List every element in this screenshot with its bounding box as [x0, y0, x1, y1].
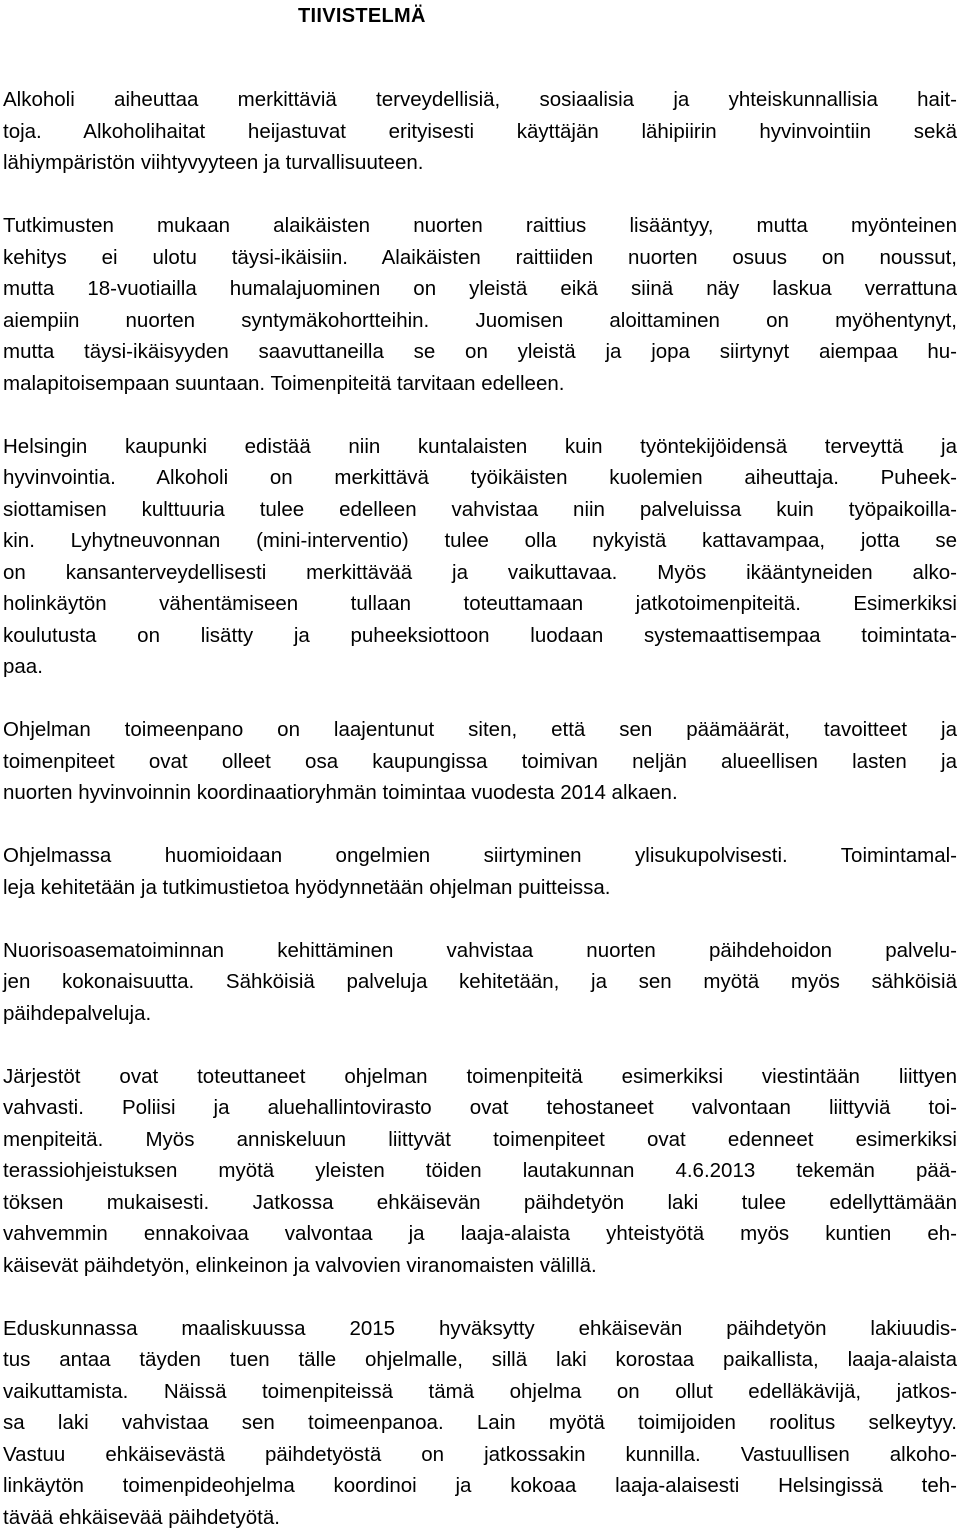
text-line: linkäytön toimenpideohjelma koordinoi ja kokoaa laaja-alaisesti Helsingissä teh- [3, 1470, 957, 1502]
paragraph-7 [3, 1061, 957, 1282]
text-line: vaikuttamista. Näissä toimenpiteissä tämä ohjelma on ollut edelläkävijä, jatkos- [3, 1376, 957, 1408]
paragraph-3 [3, 431, 957, 683]
text-line: Ohjelman toimeenpano on laajentunut siten, että sen päämäärät, tavoitteet ja [3, 714, 957, 746]
text-line: hyvinvointia. Alkoholi on merkittävä työikäisten kuolemien aiheuttaja. Puheek- [3, 462, 957, 494]
text-line: päihdepalveluja. [3, 998, 957, 1030]
text-line: terassiohjeistuksen myötä yleisten töiden lautakunnan 4.6.2013 tekemän pää- [3, 1155, 957, 1187]
text-line: aiempiin nuorten syntymäkohortteihin. Juomisen aloittaminen on myöhentynyt, [3, 305, 957, 337]
text-line: mutta täysi-ikäisyyden saavuttaneilla se on yleistä ja jopa siirtynyt aiempaa hu- [3, 336, 957, 368]
paragraph-6 [3, 935, 957, 1030]
text-line: Eduskunnassa maaliskuussa 2015 hyväksytty ehkäisevän päihdetyön lakiuudis- [3, 1313, 957, 1345]
text-line: Nuorisoasematoiminnan kehittäminen vahvistaa nuorten päihdehoidon palvelu- [3, 935, 957, 967]
text-line: malapitoisempaan suuntaan. Toimenpiteitä tarvitaan edelleen. [3, 368, 957, 400]
text-line: toimenpiteet ovat olleet osa kaupungissa toimivan neljän alueellisen lasten ja [3, 746, 957, 778]
paragraph-8 [3, 1313, 957, 1533]
text-line: käisevät päihdetyön, elinkeinon ja valvovien viranomaisten välillä. [3, 1250, 957, 1282]
paragraph-1 [3, 84, 957, 179]
text-line: siottamisen kulttuuria tulee edelleen vahvistaa niin palveluissa kuin työpaikoilla- [3, 494, 957, 526]
text-line: sa laki vahvistaa sen toimeenpanoa. Lain myötä toimijoiden roolitus selkeytyy. [3, 1407, 957, 1439]
page-title: TIIVISTELMÄ [298, 4, 426, 28]
paragraph-2 [3, 210, 957, 399]
text-line: Helsingin kaupunki edistää niin kuntalaisten kuin työntekijöidensä terveyttä ja [3, 431, 957, 463]
text-line: jen kokonaisuutta. Sähköisiä palveluja kehitetään, ja sen myötä myös sähköisiä [3, 966, 957, 998]
text-line: tävää ehkäisevää päihdetyötä. [3, 1502, 957, 1533]
text-line: tus antaa täyden tuen tälle ohjelmalle, sillä laki korostaa paikallista, laaja-alaista [3, 1344, 957, 1376]
text-line: toja. Alkoholihaitat heijastuvat erityisesti käyttäjän lähipiirin hyvinvointiin sekä [3, 116, 957, 148]
document-body [3, 84, 957, 1533]
text-line: kin. Lyhytneuvonnan (mini-interventio) tulee olla nykyistä kattavampaa, jotta se [3, 525, 957, 557]
text-line: Alkoholi aiheuttaa merkittäviä terveydellisiä, sosiaalisia ja yhteiskunnallisia hait- [3, 84, 957, 116]
text-line: menpiteitä. Myös anniskeluun liittyvät toimenpiteet ovat edenneet esimerkiksi [3, 1124, 957, 1156]
text-line: nuorten hyvinvoinnin koordinaatioryhmän toimintaa vuodesta 2014 alkaen. [3, 777, 957, 809]
text-line: paa. [3, 651, 957, 683]
text-line: holinkäytön vähentämiseen tullaan toteuttamaan jatkotoimenpiteitä. Esimerkiksi [3, 588, 957, 620]
text-line: Vastuu ehkäisevästä päihdetyöstä on jatkossakin kunnilla. Vastuullisen alkoho- [3, 1439, 957, 1471]
text-line: vahvasti. Poliisi ja aluehallintovirasto ovat tehostaneet valvontaan liittyviä toi- [3, 1092, 957, 1124]
text-line: Ohjelmassa huomioidaan ongelmien siirtyminen ylisukupolvisesti. Toimintamal- [3, 840, 957, 872]
text-line: Järjestöt ovat toteuttaneet ohjelman toimenpiteitä esimerkiksi viestintään liittyen [3, 1061, 957, 1093]
text-line: Tutkimusten mukaan alaikäisten nuorten raittius lisääntyy, mutta myönteinen [3, 210, 957, 242]
text-line: on kansanterveydellisesti merkittävää ja vaikuttavaa. Myös ikääntyneiden alko- [3, 557, 957, 589]
text-line: koulutusta on lisätty ja puheeksiottoon luodaan systemaattisempaa toimintata- [3, 620, 957, 652]
paragraph-4 [3, 714, 957, 809]
text-line: kehitys ei ulotu täysi-ikäisiin. Alaikäisten raittiiden nuorten osuus on noussut, [3, 242, 957, 274]
paragraph-5 [3, 840, 957, 903]
text-line: töksen mukaisesti. Jatkossa ehkäisevän päihdetyön laki tulee edellyttämään [3, 1187, 957, 1219]
text-line: mutta 18-vuotiailla humalajuominen on yleistä eikä siinä näy laskua verrattuna [3, 273, 957, 305]
text-line: vahvemmin ennakoivaa valvontaa ja laaja-alaista yhteistyötä myös kuntien eh- [3, 1218, 957, 1250]
text-line: lähiympäristön viihtyvyyteen ja turvallisuuteen. [3, 147, 957, 179]
text-line: leja kehitetään ja tutkimustietoa hyödynnetään ohjelman puitteissa. [3, 872, 957, 904]
